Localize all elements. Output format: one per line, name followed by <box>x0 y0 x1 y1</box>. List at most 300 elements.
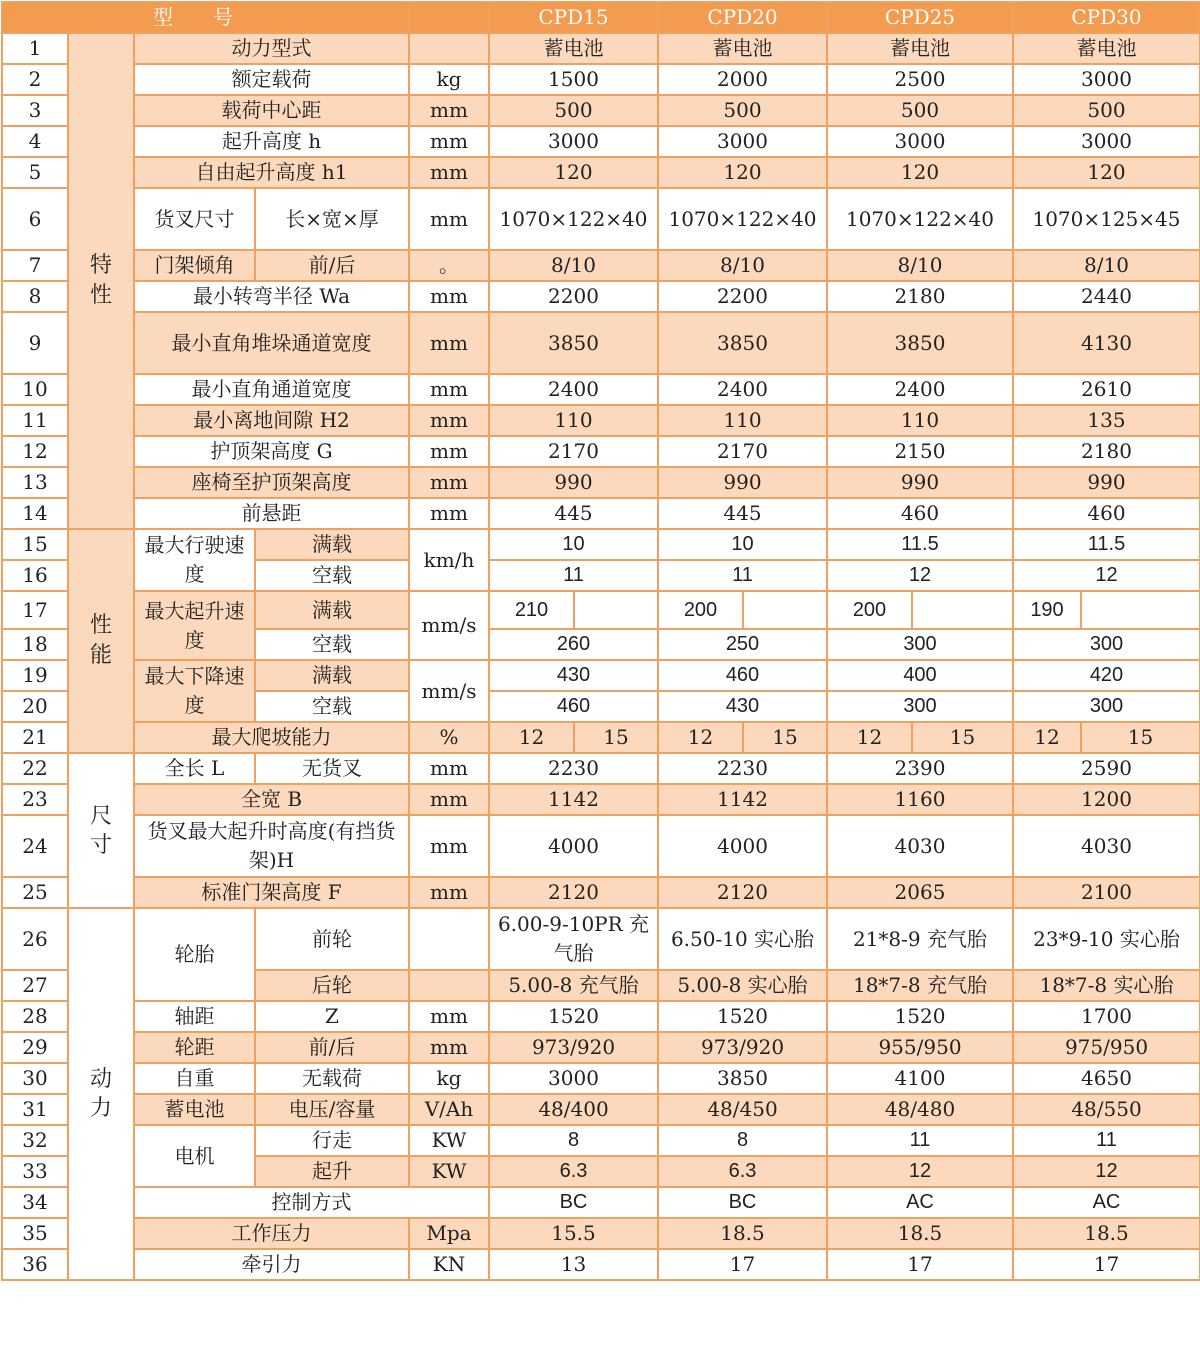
value-cell: 200 <box>827 591 912 629</box>
row-number: 16 <box>2 560 68 591</box>
value-cell: 11 <box>827 1125 1013 1156</box>
value-cell: 21*8-9 充气胎 <box>827 908 1013 970</box>
value-cell: 2065 <box>827 877 1013 908</box>
value-cell: 2400 <box>489 374 658 405</box>
row-unit: kg <box>409 64 489 95</box>
row-number: 11 <box>2 405 68 436</box>
value-cell: 15 <box>574 722 658 753</box>
value-cell: 18.5 <box>1013 1218 1200 1249</box>
value-cell: 1070×122×40 <box>489 188 658 250</box>
row-unit: mm <box>409 1001 489 1032</box>
value-cell: 蓄电池 <box>827 33 1013 64</box>
row-label: 电机 <box>134 1125 255 1187</box>
table-row <box>2 753 1200 784</box>
value-cell: 2200 <box>658 281 827 312</box>
empty-cell <box>912 591 1013 629</box>
value-cell: 3000 <box>1013 126 1200 157</box>
row-sublabel: 空载 <box>255 629 409 660</box>
row-number: 36 <box>2 1249 68 1280</box>
value-cell: 190 <box>1013 591 1081 629</box>
value-cell: 975/950 <box>1013 1032 1200 1063</box>
model-cpd25: CPD25 <box>827 2 1013 33</box>
row-number: 15 <box>2 529 68 560</box>
value-cell: 120 <box>489 157 658 188</box>
row-label: 全长 L <box>134 753 255 784</box>
value-cell: 6.3 <box>658 1156 827 1187</box>
table-row <box>2 95 1200 126</box>
table-row <box>2 188 1200 250</box>
row-unit: mm <box>409 405 489 436</box>
row-label: 起升高度 h <box>134 126 409 157</box>
table-row <box>2 815 1200 877</box>
value-cell: 11 <box>1013 1125 1200 1156</box>
value-cell: 4100 <box>827 1063 1013 1094</box>
value-cell: 2230 <box>489 753 658 784</box>
value-cell: 3850 <box>658 1063 827 1094</box>
row-unit: mm <box>409 281 489 312</box>
value-cell: 460 <box>827 498 1013 529</box>
row-number: 22 <box>2 753 68 784</box>
value-cell: 17 <box>1013 1249 1200 1280</box>
table-row <box>2 498 1200 529</box>
value-cell: 1070×125×45 <box>1013 188 1200 250</box>
row-sublabel: 前/后 <box>255 250 409 281</box>
row-unit: mm <box>409 157 489 188</box>
table-row <box>2 1001 1200 1032</box>
value-cell: 2120 <box>489 877 658 908</box>
value-cell: 12 <box>1013 560 1200 591</box>
table-row <box>2 1218 1200 1249</box>
row-number: 13 <box>2 467 68 498</box>
value-cell: AC <box>1013 1187 1200 1218</box>
value-cell: BC <box>658 1187 827 1218</box>
table-row <box>2 250 1200 281</box>
header-row <box>2 2 1200 33</box>
model-header: 型 号 <box>2 2 409 33</box>
row-sublabel: 电压/容量 <box>255 1094 409 1125</box>
row-unit: V/Ah <box>409 1094 489 1125</box>
value-cell: 1142 <box>658 784 827 815</box>
value-cell: 4030 <box>1013 815 1200 877</box>
value-cell: 18.5 <box>827 1218 1013 1249</box>
value-cell: 11 <box>489 560 658 591</box>
value-cell: 4000 <box>489 815 658 877</box>
row-label: 工作压力 <box>134 1218 409 1249</box>
value-cell: 48/480 <box>827 1094 1013 1125</box>
value-cell: 4130 <box>1013 312 1200 374</box>
row-unit: mm <box>409 877 489 908</box>
value-cell: 1700 <box>1013 1001 1200 1032</box>
value-cell: 13 <box>489 1249 658 1280</box>
row-label: 最小转弯半径 Wa <box>134 281 409 312</box>
value-cell: 400 <box>827 660 1013 691</box>
row-unit: Mpa <box>409 1218 489 1249</box>
table-row <box>2 64 1200 95</box>
value-cell: 120 <box>658 157 827 188</box>
value-cell: 蓄电池 <box>658 33 827 64</box>
value-cell: 110 <box>489 405 658 436</box>
row-unit: mm <box>409 753 489 784</box>
value-cell: 8 <box>658 1125 827 1156</box>
row-unit: mm <box>409 436 489 467</box>
row-sublabel: 后轮 <box>255 970 409 1001</box>
row-sublabel: 满载 <box>255 660 409 691</box>
row-number: 24 <box>2 815 68 877</box>
value-cell: 18.5 <box>658 1218 827 1249</box>
row-label: 前悬距 <box>134 498 409 529</box>
row-label: 最大行驶速度 <box>134 529 255 591</box>
value-cell: 23*9-10 实心胎 <box>1013 908 1200 970</box>
table-row <box>2 877 1200 908</box>
value-cell: 973/920 <box>658 1032 827 1063</box>
value-cell: 蓄电池 <box>489 33 658 64</box>
value-cell: 2100 <box>1013 877 1200 908</box>
row-number: 28 <box>2 1001 68 1032</box>
value-cell: 3000 <box>489 1063 658 1094</box>
value-cell: 1520 <box>489 1001 658 1032</box>
row-unit: mm <box>409 784 489 815</box>
row-unit <box>409 908 489 970</box>
row-label: 牵引力 <box>134 1249 409 1280</box>
value-cell: 260 <box>489 629 658 660</box>
row-label: 载荷中心距 <box>134 95 409 126</box>
table-row <box>2 467 1200 498</box>
row-sublabel: 起升 <box>255 1156 409 1187</box>
value-cell: 990 <box>489 467 658 498</box>
row-unit: km/h <box>409 529 489 591</box>
table-row <box>2 405 1200 436</box>
row-number: 18 <box>2 629 68 660</box>
group-performance: 性 能 <box>68 529 134 753</box>
value-cell: 12 <box>827 1156 1013 1187</box>
row-number: 14 <box>2 498 68 529</box>
table-row <box>2 1249 1200 1280</box>
value-cell: 2120 <box>658 877 827 908</box>
value-cell: 3850 <box>489 312 658 374</box>
row-unit: KW <box>409 1156 489 1187</box>
row-number: 30 <box>2 1063 68 1094</box>
value-cell: 1520 <box>827 1001 1013 1032</box>
row-label: 货叉最大起升时高度(有挡货架)H <box>134 815 409 877</box>
row-label: 门架倾角 <box>134 250 255 281</box>
spec-table <box>1 1 1200 1281</box>
row-sublabel: 行走 <box>255 1125 409 1156</box>
value-cell: 6.00-9-10PR 充气胎 <box>489 908 658 970</box>
table-row <box>2 660 1200 691</box>
value-cell: 2000 <box>658 64 827 95</box>
value-cell: 300 <box>1013 629 1200 660</box>
table-row <box>2 1063 1200 1094</box>
value-cell: 460 <box>1013 498 1200 529</box>
row-label: 自重 <box>134 1063 255 1094</box>
row-label: 动力型式 <box>134 33 409 64</box>
value-cell: 135 <box>1013 405 1200 436</box>
value-cell: 8/10 <box>658 250 827 281</box>
value-cell: 430 <box>658 691 827 722</box>
table-row <box>2 126 1200 157</box>
value-cell: 445 <box>489 498 658 529</box>
row-label: 轮距 <box>134 1032 255 1063</box>
value-cell: 2440 <box>1013 281 1200 312</box>
row-unit <box>409 33 489 64</box>
value-cell: 420 <box>1013 660 1200 691</box>
row-number: 33 <box>2 1156 68 1187</box>
row-label: 额定载荷 <box>134 64 409 95</box>
row-unit: mm <box>409 312 489 374</box>
value-cell: 445 <box>658 498 827 529</box>
value-cell: 1070×122×40 <box>658 188 827 250</box>
value-cell: 120 <box>1013 157 1200 188</box>
row-unit: mm/s <box>409 591 489 660</box>
model-cpd20: CPD20 <box>658 2 827 33</box>
value-cell: 430 <box>489 660 658 691</box>
row-sublabel: 无载荷 <box>255 1063 409 1094</box>
value-cell: 4000 <box>658 815 827 877</box>
row-sublabel: 空载 <box>255 691 409 722</box>
row-sublabel: 前轮 <box>255 908 409 970</box>
row-number: 7 <box>2 250 68 281</box>
value-cell: 8/10 <box>1013 250 1200 281</box>
table-row <box>2 1187 1200 1218</box>
table-row <box>2 722 1200 753</box>
row-label: 最小直角堆垛通道宽度 <box>134 312 409 374</box>
value-cell: 1160 <box>827 784 1013 815</box>
value-cell: 300 <box>827 629 1013 660</box>
value-cell: 500 <box>489 95 658 126</box>
row-unit: % <box>409 722 489 753</box>
row-label: 最大下降速度 <box>134 660 255 722</box>
row-unit: mm <box>409 1032 489 1063</box>
value-cell: 1520 <box>658 1001 827 1032</box>
empty-cell <box>743 591 827 629</box>
row-unit: mm <box>409 498 489 529</box>
row-label: 座椅至护顶架高度 <box>134 467 409 498</box>
value-cell: 500 <box>1013 95 1200 126</box>
value-cell: 11.5 <box>827 529 1013 560</box>
value-cell: 15 <box>743 722 827 753</box>
row-number: 29 <box>2 1032 68 1063</box>
row-number: 10 <box>2 374 68 405</box>
table-row <box>2 1032 1200 1063</box>
value-cell: 210 <box>489 591 574 629</box>
value-cell: 2390 <box>827 753 1013 784</box>
value-cell: 48/450 <box>658 1094 827 1125</box>
value-cell: 11.5 <box>1013 529 1200 560</box>
value-cell: 300 <box>827 691 1013 722</box>
table-row <box>2 157 1200 188</box>
value-cell: 17 <box>827 1249 1013 1280</box>
value-cell: 2170 <box>489 436 658 467</box>
row-unit: mm <box>409 188 489 250</box>
value-cell: 973/920 <box>489 1032 658 1063</box>
value-cell: 2590 <box>1013 753 1200 784</box>
value-cell: 6.3 <box>489 1156 658 1187</box>
value-cell: 12 <box>1013 722 1081 753</box>
value-cell: 2180 <box>1013 436 1200 467</box>
row-label: 控制方式 <box>134 1187 489 1218</box>
row-number: 6 <box>2 188 68 250</box>
value-cell: 3000 <box>658 126 827 157</box>
value-cell: 12 <box>658 722 743 753</box>
value-cell: 12 <box>827 560 1013 591</box>
row-label: 轴距 <box>134 1001 255 1032</box>
value-cell: 15 <box>912 722 1013 753</box>
value-cell: 3850 <box>827 312 1013 374</box>
row-number: 23 <box>2 784 68 815</box>
value-cell: 17 <box>658 1249 827 1280</box>
row-unit: mm <box>409 815 489 877</box>
value-cell: 12 <box>827 722 912 753</box>
row-label: 自由起升高度 h1 <box>134 157 409 188</box>
value-cell: 18*7-8 实心胎 <box>1013 970 1200 1001</box>
value-cell: 10 <box>489 529 658 560</box>
row-label: 蓄电池 <box>134 1094 255 1125</box>
value-cell: 2150 <box>827 436 1013 467</box>
row-label: 护顶架高度 G <box>134 436 409 467</box>
row-number: 9 <box>2 312 68 374</box>
table-row <box>2 529 1200 560</box>
value-cell: 1142 <box>489 784 658 815</box>
row-unit: KW <box>409 1125 489 1156</box>
row-sublabel: 满载 <box>255 529 409 560</box>
value-cell: 990 <box>827 467 1013 498</box>
row-sublabel: 空载 <box>255 560 409 591</box>
row-number: 4 <box>2 126 68 157</box>
table-row <box>2 1125 1200 1156</box>
value-cell: 8 <box>489 1125 658 1156</box>
row-number: 12 <box>2 436 68 467</box>
value-cell: 5.00-8 充气胎 <box>489 970 658 1001</box>
value-cell: 6.50-10 实心胎 <box>658 908 827 970</box>
table-row <box>2 436 1200 467</box>
value-cell: 955/950 <box>827 1032 1013 1063</box>
value-cell: 15.5 <box>489 1218 658 1249</box>
value-cell: 120 <box>827 157 1013 188</box>
row-number: 8 <box>2 281 68 312</box>
value-cell: 2170 <box>658 436 827 467</box>
value-cell: 2230 <box>658 753 827 784</box>
row-number: 31 <box>2 1094 68 1125</box>
value-cell: 2200 <box>489 281 658 312</box>
empty-cell <box>574 591 658 629</box>
value-cell: 2610 <box>1013 374 1200 405</box>
row-label: 最小直角通道宽度 <box>134 374 409 405</box>
group-dimensions: 尺 寸 <box>68 753 134 908</box>
row-number: 20 <box>2 691 68 722</box>
group-power: 动 力 <box>68 908 134 1280</box>
value-cell: 2400 <box>827 374 1013 405</box>
value-cell: 110 <box>658 405 827 436</box>
value-cell: 18*7-8 充气胎 <box>827 970 1013 1001</box>
row-number: 3 <box>2 95 68 126</box>
model-cpd30: CPD30 <box>1013 2 1200 33</box>
value-cell: 8/10 <box>489 250 658 281</box>
value-cell: 12 <box>1013 1156 1200 1187</box>
value-cell: 5.00-8 实心胎 <box>658 970 827 1001</box>
value-cell: 4650 <box>1013 1063 1200 1094</box>
value-cell: 15 <box>1081 722 1200 753</box>
value-cell: 8/10 <box>827 250 1013 281</box>
value-cell: 10 <box>658 529 827 560</box>
row-label: 最小离地间隙 H2 <box>134 405 409 436</box>
value-cell: 1500 <box>489 64 658 95</box>
row-number: 19 <box>2 660 68 691</box>
value-cell: 3000 <box>1013 64 1200 95</box>
value-cell: 250 <box>658 629 827 660</box>
row-sublabel: 无货叉 <box>255 753 409 784</box>
row-number: 25 <box>2 877 68 908</box>
table-row <box>2 374 1200 405</box>
model-cpd15: CPD15 <box>489 2 658 33</box>
row-number: 1 <box>2 33 68 64</box>
row-unit: mm <box>409 374 489 405</box>
row-number: 17 <box>2 591 68 629</box>
value-cell: AC <box>827 1187 1013 1218</box>
row-label: 全宽 B <box>134 784 409 815</box>
unit-header <box>409 2 489 33</box>
row-unit: mm <box>409 467 489 498</box>
row-unit <box>409 970 489 1001</box>
empty-cell <box>1081 591 1200 629</box>
row-sublabel: 满载 <box>255 591 409 629</box>
row-label: 轮胎 <box>134 908 255 1001</box>
value-cell: 2500 <box>827 64 1013 95</box>
table-row <box>2 33 1200 64</box>
table-row <box>2 908 1200 970</box>
value-cell: 3000 <box>827 126 1013 157</box>
row-number: 5 <box>2 157 68 188</box>
row-sublabel: 前/后 <box>255 1032 409 1063</box>
row-unit: mm <box>409 126 489 157</box>
value-cell: 460 <box>489 691 658 722</box>
value-cell: 990 <box>1013 467 1200 498</box>
row-number: 2 <box>2 64 68 95</box>
table-row <box>2 591 1200 629</box>
value-cell: 460 <box>658 660 827 691</box>
value-cell: 300 <box>1013 691 1200 722</box>
table-row <box>2 312 1200 374</box>
row-sublabel: 长×宽×厚 <box>255 188 409 250</box>
row-number: 34 <box>2 1187 68 1218</box>
value-cell: BC <box>489 1187 658 1218</box>
row-unit: mm/s <box>409 660 489 722</box>
row-number: 26 <box>2 908 68 970</box>
row-unit: KN <box>409 1249 489 1280</box>
group-features: 特 性 <box>68 33 134 529</box>
value-cell: 200 <box>658 591 743 629</box>
table-row <box>2 1094 1200 1125</box>
table-row <box>2 784 1200 815</box>
value-cell: 3850 <box>658 312 827 374</box>
row-label: 货叉尺寸 <box>134 188 255 250</box>
row-unit: mm <box>409 95 489 126</box>
value-cell: 500 <box>827 95 1013 126</box>
table-row <box>2 281 1200 312</box>
value-cell: 1070×122×40 <box>827 188 1013 250</box>
value-cell: 12 <box>489 722 574 753</box>
value-cell: 1200 <box>1013 784 1200 815</box>
value-cell: 500 <box>658 95 827 126</box>
value-cell: 110 <box>827 405 1013 436</box>
row-unit: 。 <box>409 250 489 281</box>
row-number: 27 <box>2 970 68 1001</box>
value-cell: 4030 <box>827 815 1013 877</box>
value-cell: 11 <box>658 560 827 591</box>
row-sublabel: Z <box>255 1001 409 1032</box>
value-cell: 48/400 <box>489 1094 658 1125</box>
row-number: 21 <box>2 722 68 753</box>
value-cell: 3000 <box>489 126 658 157</box>
